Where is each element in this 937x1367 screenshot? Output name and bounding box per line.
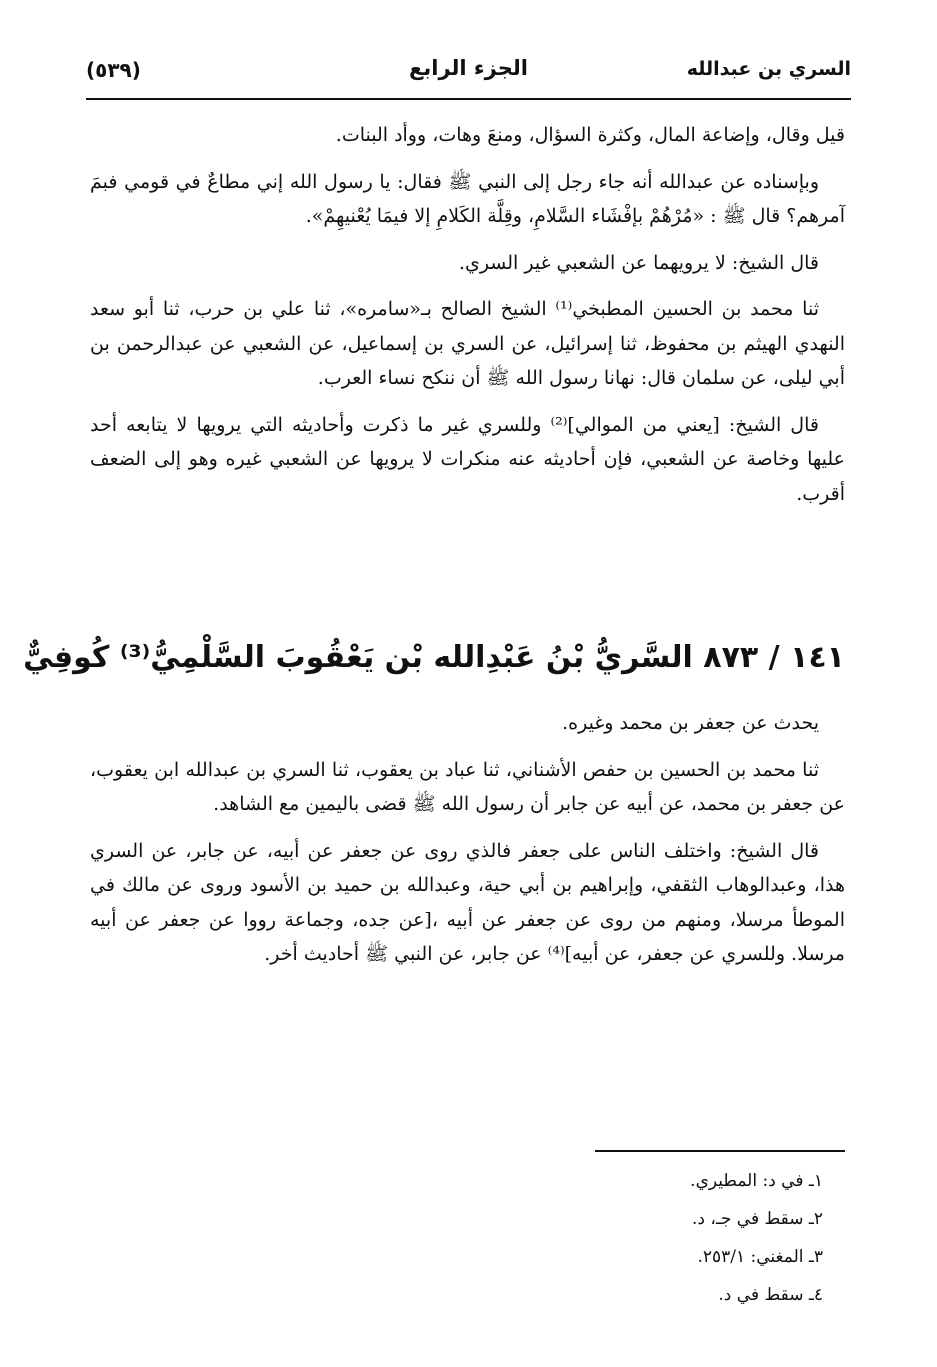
paragraph: ثنا محمد بن الحسين بن حفص الأشناني، ثنا عباد بن يعقوب، ثنا السري بن عبدالله ابن يعقوب، عن جعفر بن محمد، عن أبيه عن جابر أن رسول الله ﷺ قضى باليمين مع الشاهد.: [90, 758, 845, 815]
paragraph: قال الشيخ: واختلف الناس على جعفر فالذي روى عن جعفر عن أبيه، عن جابر، عن السري هذا، وعبدالوهاب الثقفي، وإبراهيم بن أبي حية، وعبدالله بن حميد بن الأسود وروى عن مالك في الموطأ مرسلا، ومنهم من روى عن جعفر عن أبيه ،[عن جده، وجماعة رووا عن جعفر عن أبيه مرسلا. وللسري عن جعفر، عن أبيه]⁽⁴⁾ عن جابر، عن النبي ﷺ أحاديث أخر.: [90, 839, 845, 965]
paragraph: قيل وقال، وإضاعة المال، وكثرة السؤال، ومنعَ وهات، ووأد البنات.: [335, 124, 845, 146]
paragraph: يحدث عن جعفر بن محمد وغيره.: [562, 712, 819, 734]
main-text-lower: [90, 706, 845, 984]
footnote: ٣ـ المغني: ٢٥٣/١.: [697, 1247, 823, 1267]
entry-heading: ١٤١ / ٨٧٣ السَّريُّ بْنُ عَبْدِالله بْن يَعْقُوبَ السَّلْمِيُّ⁽³⁾ كُوفِيٌّ: [23, 640, 845, 675]
footnote: ١ـ في د: المطيري.: [690, 1171, 823, 1191]
footnote: ٢ـ سقط في جـ، د.: [692, 1209, 823, 1229]
footnote-divider: [595, 1150, 845, 1152]
running-header: [86, 52, 851, 100]
paragraph: ثنا محمد بن الحسين المطبخي⁽¹⁾ الشيخ الصالح بـ«سامره»، ثنا علي بن حرب، ثنا أبو سعد النهدي الهيثم بن محفوظ، ثنا إسرائيل، عن السري بن إسماعيل، عن الشعبي عن عبدالرحمن بن أبي ليلى، عن سلمان قال: نهانا رسول الله ﷺ أن ننكح نساء العرب.: [90, 298, 845, 389]
paragraph: قال الشيخ: [يعني من الموالي]⁽²⁾ وللسري غير ما ذكرت وأحاديثه التي يرويها لا يتابعه أحد عليها وخاصة عن الشعبي، فإن أحاديثه عنه منكرات لا يرويها عن الشعبي غيره وهو إلى الضعف أقرب.: [90, 413, 845, 505]
footnotes: [300, 1162, 823, 1314]
footnote: ٤ـ سقط في د.: [718, 1285, 823, 1305]
main-text-upper: [90, 118, 845, 523]
header-page-number: (٥٣٩): [86, 58, 141, 82]
paragraph: وبإسناده عن عبدالله أنه جاء رجل إلى النبي ﷺ فقال: يا رسول الله إني مطاعٌ في قومي فبمَ آمرهم؟ قال ﷺ : «مُرْهُمْ بإفْشَاء السَّلامِ، وقِلَّة الكَلامِ إلا فيمَا يُعْنيهِمْ».: [90, 170, 845, 227]
header-entry-name: السري بن عبدالله: [686, 58, 851, 80]
paragraph: قال الشيخ: لا يرويهما عن الشعبي غير السري.: [458, 251, 819, 274]
header-volume: الجزء الرابع: [409, 56, 528, 80]
